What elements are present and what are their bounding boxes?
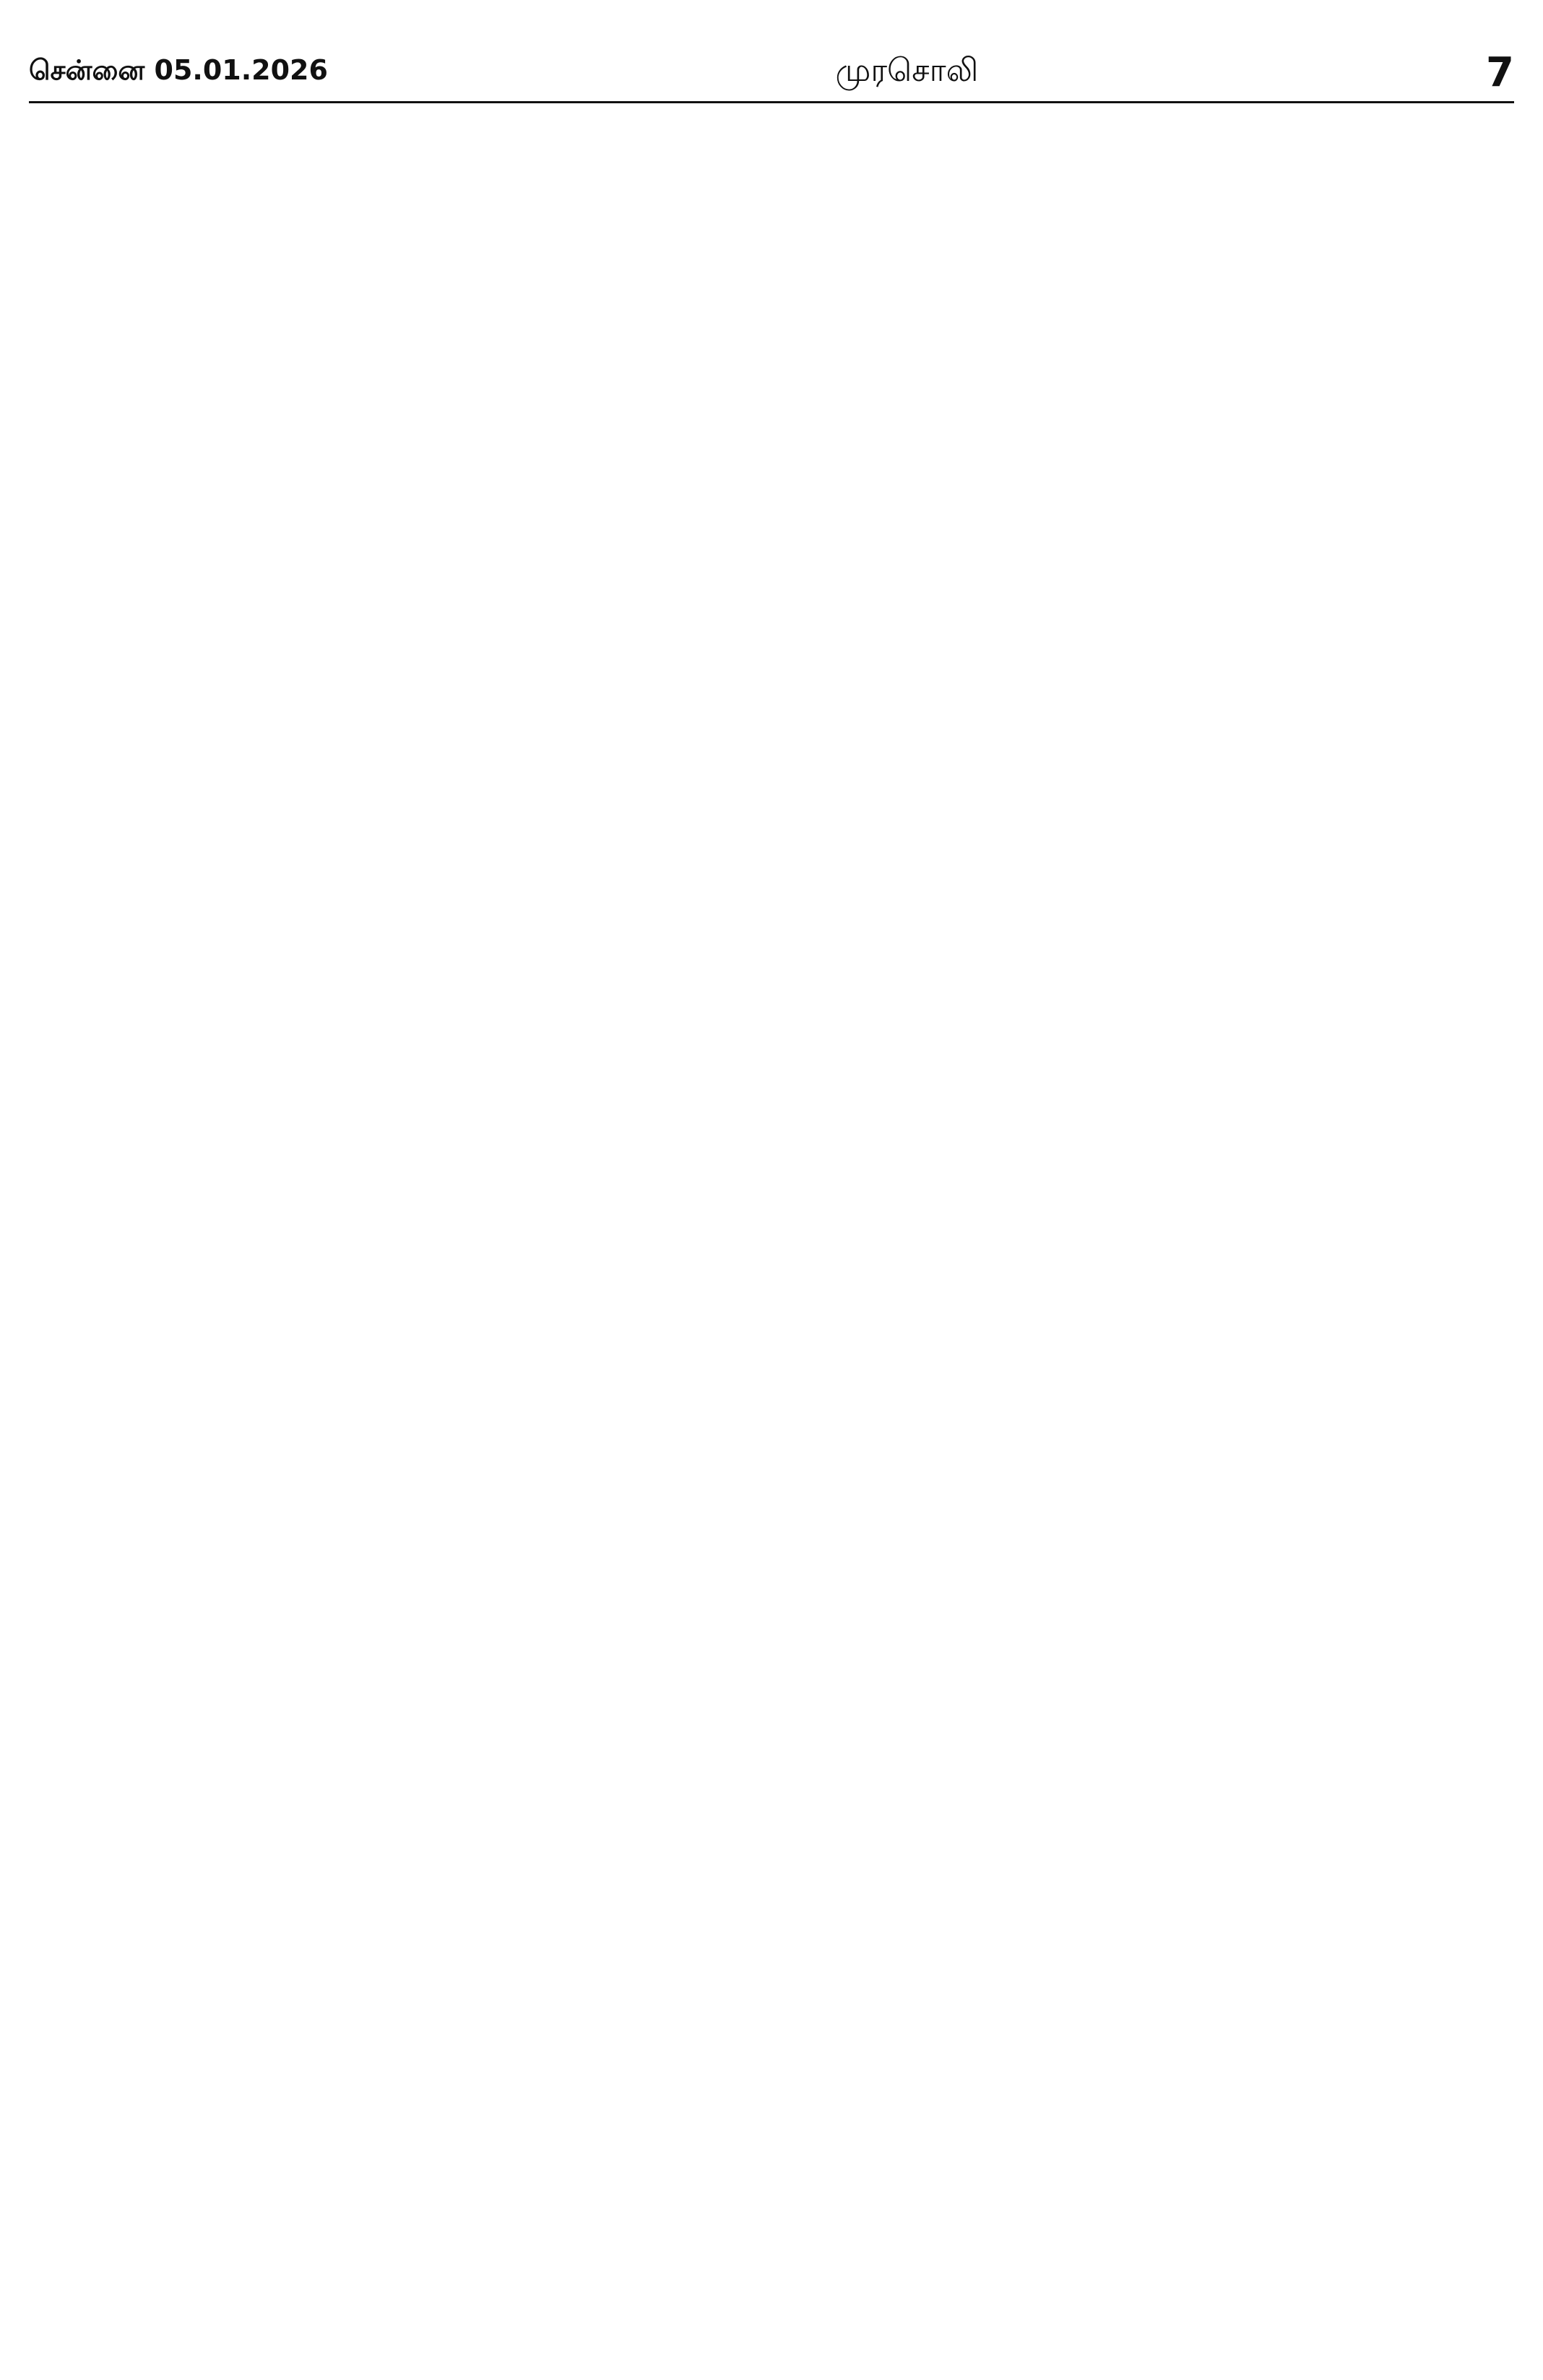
issue-date: சென்னை 05.01.2026: [29, 54, 328, 86]
page-number: 7: [1486, 48, 1514, 96]
masthead: [29, 43, 1514, 103]
article-columns: [29, 116, 1514, 2351]
column-3: [785, 116, 1136, 2351]
column-2: [407, 116, 758, 2351]
column-1: [29, 116, 380, 2351]
newspaper-name: முரசொலி: [835, 51, 979, 89]
column-4: [1164, 116, 1515, 2351]
